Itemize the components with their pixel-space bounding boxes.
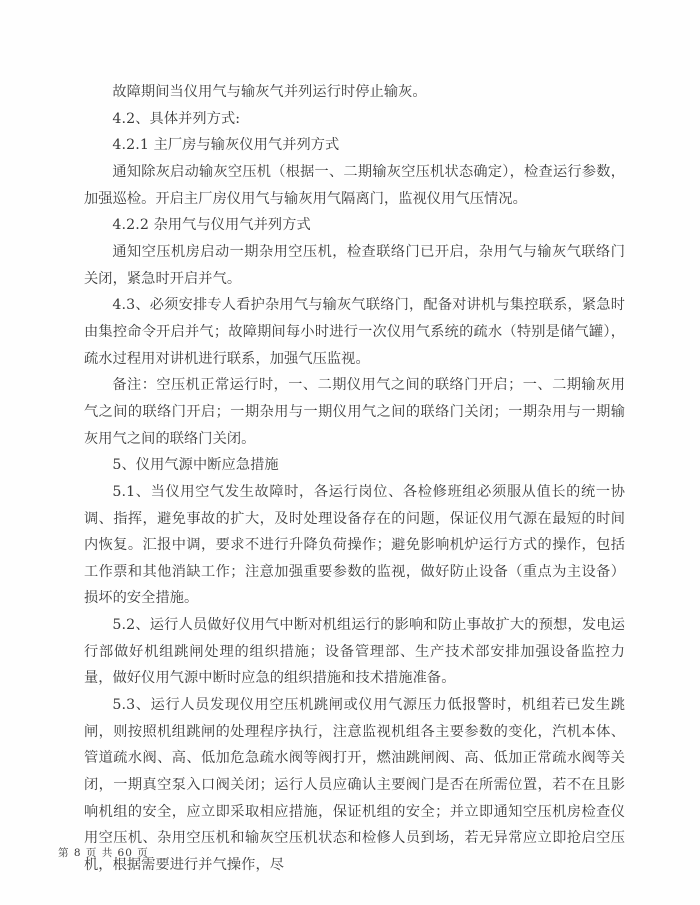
paragraph: 5.3、运行人员发现仪用空压机跳闸或仪用气源压力低报警时，机组若已发生跳闸，则按照机组跳闸的处理程序执行，注意监视机组各主要参数的变化，汽机本体、管道疏水阀、高、低加危急疏水阀等阀打开，燃油跳闸阀、高、低加正常疏水阀等关闭，一期真空泵入口阀关闭；运行人员应确认主要阀门是否在所需位置，若不在且影响机组的安全，应立即采取相应措施，保证机组的安全；并立即通知空压机房检查仪用空压机、杂用空压机和输灰空压机状态和检修人员到场，若无异常应立即抢启空压机，根据需要进行并气操作，尽: [84, 697, 625, 874]
paragraph: 5.1、当仪用空气发生故障时，各运行岗位、各检修班组必须服从值长的统一协调、指挥，避免事故的扩大，及时处理设备存在的问题，保证仪用气源在最短的时间内恢复。汇报中调，要求不进行升降负荷操作；避免影响机炉运行方式的操作，包括工作票和其他消缺工作；注意加强重要参数的监视，做好防止设备（重点为主设备）损坏的安全措施。: [84, 483, 625, 607]
paragraph: 5.2、运行人员做好仪用气中断对机组运行的影响和防止事故扩大的预想，发电运行部做好机组跳闸处理的组织措施；设备管理部、生产技术部安排加强设备监控力量，做好仪用气源中断时应急的组织措施和技术措施准备。: [84, 617, 625, 687]
paragraph-note: 备注：空压机正常运行时，一、二期仪用气之间的联络门开启；一、二期输灰用气之间的联络门开启；一期杂用与一期仪用气之间的联络门关闭；一期杂用与一期输灰用气之间的联络门关闭。: [84, 377, 625, 447]
section-heading-4-2: 4.2、具体并列方式:: [112, 110, 241, 127]
paragraph: 故障期间当仪用气与输灰气并列运行时停止输灰。: [112, 84, 427, 100]
section-heading-5: 5、仪用气源中断应急措施: [112, 457, 279, 474]
section-heading-4-2-2: 4.2.2 杂用气与仪用气并列方式: [112, 217, 311, 234]
paragraph: 通知除灰启动输灰空压机（根据一、二期输灰空压机状态确定），检查运行参数，加强巡检。开启主厂房仪用气与输灰用气隔离门，监视仪用气压情况。: [84, 163, 625, 207]
paragraph: 通知空压机房启动一期杂用空压机，检查联络门已开启，杂用气与输灰气联络门关闭，紧急时开启并气。: [84, 243, 625, 287]
section-heading-4-2-1: 4.2.1 主厂房与输灰仪用气并列方式: [112, 137, 340, 154]
paragraph: 4.3、必须安排专人看护杂用气与输灰气联络门，配备对讲机与集控联系，紧急时由集控命令开启并气；故障期间每小时进行一次仪用气系统的疏水（特别是储气罐），疏水过程用对讲机进行联系，加强气压监视。: [84, 297, 625, 367]
document-body: [84, 79, 625, 879]
page-number-footer: 第 8 页 共 60 页: [58, 847, 149, 859]
